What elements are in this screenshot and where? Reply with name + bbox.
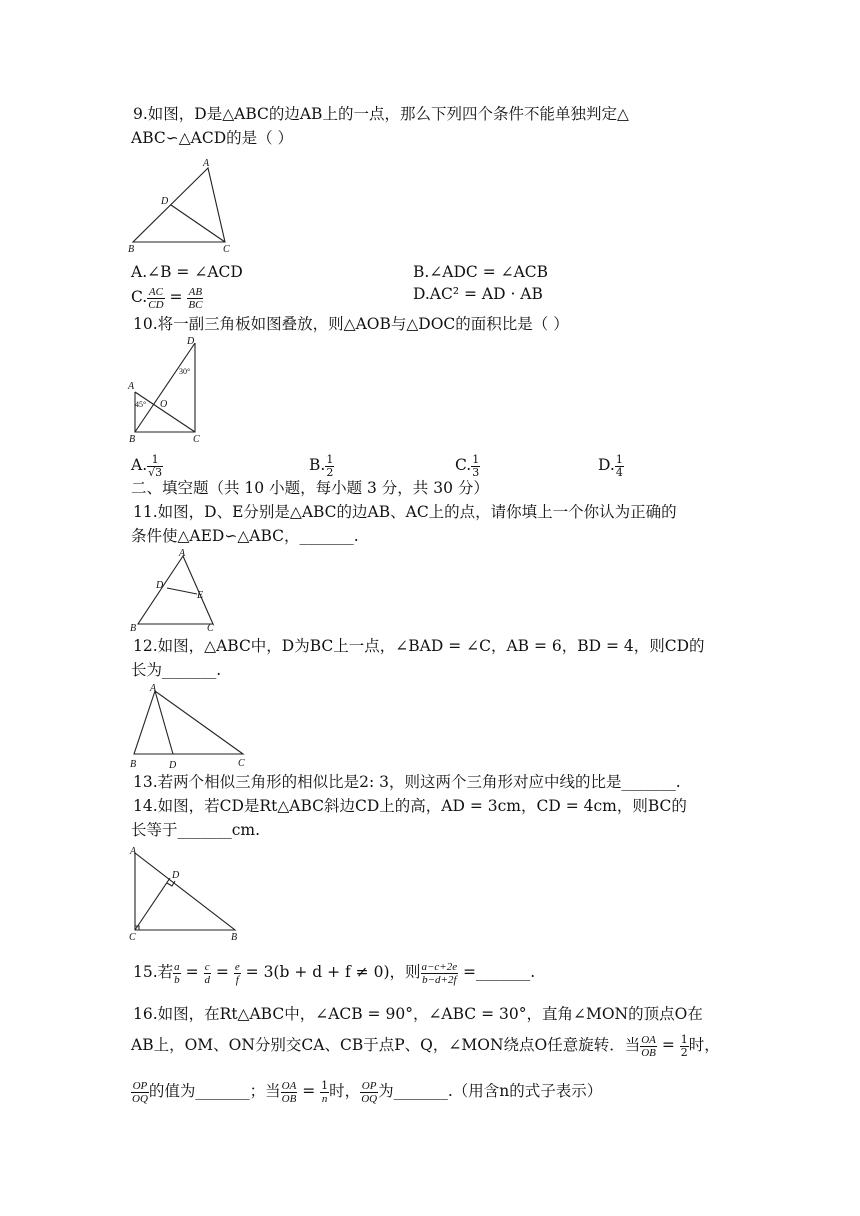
q15-f2-num: c bbox=[204, 960, 210, 973]
q10-option-d-den: 4 bbox=[615, 465, 623, 479]
q16-line1: 16.如图，在Rt△ABC中，∠ACB = 90°，∠ABC = 30°，直角∠MON的顶点O在 bbox=[133, 1005, 703, 1023]
q9-label-b: B bbox=[128, 244, 135, 255]
q10-option-d-frac bbox=[615, 454, 624, 479]
q10-option-b-prefix: B. bbox=[309, 456, 326, 474]
q10-option-b-frac bbox=[325, 454, 334, 479]
q16-l3-eq: = bbox=[297, 1082, 321, 1100]
q10-option-c-num: 1 bbox=[472, 452, 480, 466]
q10-option-c-frac bbox=[471, 454, 480, 479]
q12-label-b: B bbox=[130, 759, 137, 770]
q10-option-d bbox=[598, 450, 624, 480]
q15-line: 15.若 $\frac{a}{b}$ = $\frac{c}{d}$ = $\frac{e}{f}$ = 3(b + d + f ≠ 0)，则 $\frac{a-c+2e}{b-d+2f}$ =_______. bbox=[133, 960, 536, 986]
q10-option-d-prefix: D. bbox=[598, 456, 615, 474]
q9-option-c-frac2 bbox=[187, 286, 203, 311]
q12-label-c: C bbox=[238, 758, 245, 769]
q11-line2: 条件使△AED∽△ABC，_______. bbox=[131, 527, 359, 545]
q14-label-d: D bbox=[172, 870, 180, 881]
q16-frac-op-oq-1 bbox=[131, 1080, 149, 1105]
q9-option-a: A.∠B = ∠ACD bbox=[131, 263, 243, 281]
q9-label-d: D bbox=[161, 196, 169, 207]
q12-label-d: D bbox=[169, 760, 177, 771]
q9-figure bbox=[125, 156, 240, 256]
q16-line3-c: 为_______.（用含n的式子表示） bbox=[378, 1082, 603, 1100]
q10-figure bbox=[125, 334, 210, 446]
q16-l2-eq: = bbox=[656, 1036, 680, 1054]
q12-line2: 长为_______. bbox=[131, 661, 222, 679]
q9-label-c: C bbox=[223, 244, 230, 255]
q16-l3-gn: OA bbox=[281, 1079, 297, 1092]
q15-f4-num: a−c+2e bbox=[421, 960, 458, 973]
q9-label-a: A bbox=[203, 158, 210, 169]
q16-line2-b: 时， bbox=[688, 1036, 720, 1054]
q10-option-a-den: √3 bbox=[148, 465, 163, 479]
q10-angle-45: 45° bbox=[135, 400, 147, 409]
q9-option-c-num1: AC bbox=[148, 285, 163, 298]
q15-f3-den: f bbox=[235, 973, 239, 986]
q9-option-c-eq: = bbox=[164, 288, 188, 306]
q16-l3-hd: n bbox=[321, 1092, 328, 1105]
q15-frac-a-b bbox=[173, 961, 181, 986]
q10-option-b-den: 2 bbox=[326, 465, 334, 479]
q15-frac-expression bbox=[421, 961, 459, 986]
q9-option-c-den1: CD bbox=[148, 298, 164, 311]
q16-l3-kn: OP bbox=[361, 1079, 377, 1092]
q16-l2-fn: OA bbox=[641, 1033, 656, 1046]
section2-title: 二、填空题（共 10 小题，每小题 3 分，共 30 分） bbox=[131, 479, 489, 497]
q10-label-a: A bbox=[128, 381, 135, 392]
q9-stem-line1: 9.如图，D是△ABC的边AB上的一点，那么下列四个条件不能单独判定△ bbox=[133, 105, 629, 123]
q14-line2: 长等于_______cm. bbox=[131, 821, 261, 839]
q11-label-e: E bbox=[197, 590, 204, 601]
q16-frac-oa-ob bbox=[640, 1034, 657, 1059]
q15-suffix: =_______. bbox=[458, 963, 536, 981]
q10-option-b bbox=[309, 450, 334, 480]
q15-f3-num: e bbox=[234, 960, 240, 973]
q9-option-c-frac1 bbox=[147, 286, 164, 311]
q9-option-c bbox=[131, 282, 203, 312]
q16-l3-hn: 1 bbox=[321, 1078, 329, 1092]
q10-label-d: D bbox=[187, 336, 195, 347]
q16-l2-fd: OB bbox=[641, 1046, 656, 1059]
q10-option-a bbox=[131, 450, 163, 480]
q10-option-d-num: 1 bbox=[615, 452, 623, 466]
q16-line3-a: 的值为_______；当 bbox=[148, 1082, 281, 1100]
q16-l3-gd: OB bbox=[281, 1092, 297, 1105]
q9-option-c-prefix: C. bbox=[131, 288, 148, 306]
q10-option-c-den: 3 bbox=[472, 465, 480, 479]
q10-option-a-num: 1 bbox=[147, 454, 163, 467]
q16-line2-a: AB上，OM、ON分别交CA、CB于点P、Q，∠MON绕点O任意旋转．当 bbox=[131, 1036, 641, 1054]
q15-f2-den: d bbox=[204, 973, 210, 986]
q15-f4-den: b−d+2f bbox=[422, 973, 457, 986]
q14-label-a: A bbox=[130, 846, 137, 857]
q15-f1-num: a bbox=[174, 960, 180, 973]
q14-label-b: B bbox=[231, 932, 238, 943]
q10-option-b-num: 1 bbox=[326, 452, 334, 466]
q12-label-a: A bbox=[150, 683, 157, 694]
q15-frac-c-d bbox=[204, 961, 212, 986]
q16-frac-oa-ob-2 bbox=[281, 1080, 298, 1105]
q16-line2 bbox=[131, 1028, 720, 1062]
q10-option-a-frac bbox=[147, 454, 163, 479]
q14-label-c: C bbox=[129, 932, 136, 943]
q9-stem-line2: ABC∽△ACD的是（ ） bbox=[131, 129, 294, 147]
q13-line1: 13.若两个相似三角形的相似比是2: 3，则这两个三角形对应中线的比是_______. bbox=[133, 773, 681, 791]
q16-frac-one-n bbox=[320, 1080, 329, 1105]
q9-option-d: D.AC² = AD · AB bbox=[413, 285, 543, 303]
q9-option-c-den2: BC bbox=[188, 298, 203, 311]
q10-option-a-prefix: A. bbox=[131, 456, 148, 474]
q9-option-b: B.∠ADC = ∠ACB bbox=[413, 263, 549, 281]
q10-stem: 10.将一副三角板如图叠放，则△AOB与△DOC的面积比是（ ） bbox=[133, 315, 569, 333]
q16-l3-fd: OQ bbox=[132, 1092, 148, 1105]
q10-angle-30: 30° bbox=[179, 367, 191, 376]
q16-l2-hn: 1 bbox=[680, 1032, 688, 1046]
q16-frac-half bbox=[680, 1034, 689, 1059]
q15-frac-e-f bbox=[234, 961, 241, 986]
q10-option-c-prefix: C. bbox=[455, 456, 472, 474]
q16-l3-kd: OQ bbox=[361, 1092, 378, 1105]
q11-figure bbox=[125, 548, 225, 634]
q16-line3 bbox=[131, 1074, 602, 1108]
q14-line1: 14.如图，若CD是Rt△ABC斜边CD上的高，AD = 3cm，CD = 4cm，则BC的 bbox=[133, 797, 687, 815]
q15-mid: = 3(b + d + f ≠ 0)，则 bbox=[240, 963, 421, 981]
q14-figure bbox=[125, 842, 245, 944]
q11-label-c: C bbox=[207, 623, 214, 634]
q11-label-b: B bbox=[130, 623, 137, 634]
q16-line3-b: 时， bbox=[329, 1082, 361, 1100]
q11-label-a: A bbox=[179, 548, 186, 559]
q12-line1: 12.如图，△ABC中，D为BC上一点，∠BAD = ∠C，AB = 6，BD = 4，则CD的 bbox=[133, 637, 705, 655]
q10-label-c: C bbox=[193, 434, 200, 445]
q11-line1: 11.如图，D、E分别是△ABC的边AB、AC上的点，请你填上一个你认为正确的 bbox=[133, 503, 677, 521]
q15-prefix: 15.若 bbox=[133, 963, 174, 981]
q10-option-c bbox=[455, 450, 480, 480]
q10-label-b: B bbox=[129, 434, 136, 445]
q16-l2-hd: 2 bbox=[680, 1045, 688, 1059]
q9-option-c-num2: AB bbox=[188, 285, 203, 298]
q15-f1-den: b bbox=[174, 973, 180, 986]
q10-label-o: O bbox=[160, 399, 168, 410]
q12-figure bbox=[125, 680, 255, 772]
q16-l3-fn: OP bbox=[132, 1079, 148, 1092]
q16-frac-op-oq-2 bbox=[360, 1080, 378, 1105]
q11-label-d: D bbox=[156, 580, 164, 591]
